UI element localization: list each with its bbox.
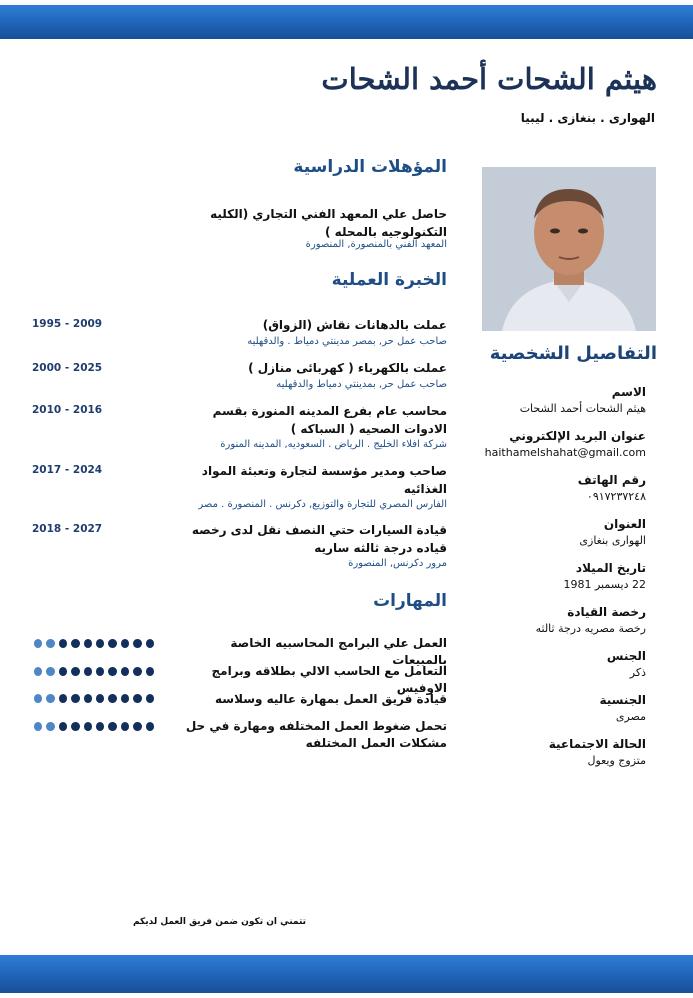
education-title: حاصل علي المعهد الفني التجاري (الكليه التكنولوجيه بالمحله ) [210, 207, 447, 239]
detail-label: رقم الهاتف [577, 473, 646, 487]
rating-dot [108, 722, 116, 731]
detail-value: متزوج ويعول [587, 754, 646, 767]
rating-dot [96, 667, 104, 676]
detail-value: ذكر [629, 666, 646, 679]
rating-dot [59, 639, 67, 648]
skill-label: العمل علي البرامج المحاسبيه الخاصة بالمبيعات [230, 636, 447, 667]
rating-dot [84, 722, 92, 731]
rating-dot [34, 694, 42, 703]
rating-dot [59, 722, 67, 731]
rating-dot [146, 639, 154, 648]
detail-value: الهوارى بنغازى [579, 534, 646, 547]
experience-heading: الخبرة العملية [331, 270, 447, 290]
phone-value: ٠٩١٧٢٣٧٢٤٨ [586, 490, 646, 503]
experience-years: 2010 - 2016 [32, 404, 103, 416]
experience-company: مرور دكرنس, المنصورة [348, 558, 447, 569]
experience-title: عملت بالكهرباء ( كهربائى منازل ) [248, 361, 447, 375]
experience-company: شركة افلاء الخليج . الرياض . السعوديه, المدينه المنورة [220, 439, 447, 450]
experience-years: 1995 - 2009 [32, 318, 103, 330]
experience-company: صاحب عمل حر, بمدينتي دمياط والدقهليه [276, 379, 447, 390]
experience-title: قيادة السيارات حتي النصف نقل لدى رخصه قياده درجة ثالثه ساريه [191, 523, 447, 555]
detail-label: عنوان البريد الإلكتروني [509, 429, 646, 443]
rating-dot [146, 722, 154, 731]
detail-value: رخصة مصريه درجة ثالثه [535, 622, 646, 635]
experience-company: صاحب عمل حر, بمصر مدينتي دمياط . والدقهليه [247, 336, 447, 347]
rating-dot [121, 639, 129, 648]
skill-rating [34, 667, 154, 679]
rating-dot [108, 639, 116, 648]
rating-dot [71, 694, 79, 703]
email-value: haithamelshahat@gmail.com [484, 446, 646, 459]
rating-dot [121, 694, 129, 703]
rating-dot [133, 667, 141, 676]
profile-photo [482, 167, 656, 331]
rating-dot [108, 667, 116, 676]
detail-label: الحالة الاجتماعية [548, 737, 646, 751]
detail-value: هيثم الشحات أحمد الشحات [519, 402, 646, 415]
rating-dot [133, 639, 141, 648]
skill-label: تحمل ضغوط العمل المختلفه ومهارة في حل مشكلات العمل المختلفه [185, 719, 447, 750]
experience-title: محاسب عام بفرع المدينه المنورة بقسم الادوات الصحيه ( السباكه ) [212, 404, 447, 436]
experience-years: 2018 - 2027 [32, 523, 103, 535]
experience-title: عملت بالدهانات نقاش (الزواق) [262, 318, 447, 332]
rating-dot [34, 667, 42, 676]
rating-dot [146, 667, 154, 676]
personal-heading: التفاصيل الشخصية [489, 343, 657, 364]
detail-label: تاريخ الميلاد [575, 561, 646, 575]
rating-dot [121, 722, 129, 731]
rating-dot [133, 694, 141, 703]
experience-company: الفارس المصري للتجارة والتوزيع, دكرنس . المنصورة . مصر [198, 499, 447, 510]
rating-dot [108, 694, 116, 703]
skill-rating [34, 722, 154, 734]
rating-dot [96, 639, 104, 648]
rating-dot [146, 694, 154, 703]
education-institution: المعهد الفني بالمنصورة, المنصورة [305, 239, 447, 250]
education-heading: المؤهلات الدراسية [293, 157, 447, 177]
rating-dot [34, 722, 42, 731]
rating-dot [133, 722, 141, 731]
rating-dot [96, 694, 104, 703]
rating-dot [96, 722, 104, 731]
rating-dot [34, 639, 42, 648]
detail-value: 22 ديسمبر 1981 [563, 578, 646, 591]
rating-dot [121, 667, 129, 676]
experience-title: صاحب ومدير مؤسسة لتجارة وتعبئة المواد الغذائيه [201, 464, 447, 496]
skill-label: التعامل مع الحاسب الالي بطلاقه وبرامج الاوفيس [211, 664, 447, 695]
rating-dot [71, 722, 79, 731]
top-banner [0, 5, 693, 39]
detail-label: العنوان [603, 517, 646, 531]
rating-dot [59, 667, 67, 676]
rating-dot [71, 639, 79, 648]
detail-value: مصرى [615, 710, 646, 723]
experience-years: 2017 - 2024 [32, 464, 103, 476]
detail-label: الجنس [606, 649, 646, 663]
skill-rating [34, 639, 154, 651]
rating-dot [46, 694, 54, 703]
skill-rating [34, 694, 154, 706]
rating-dot [46, 722, 54, 731]
person-portrait-icon [482, 167, 656, 331]
skills-heading: المهارات [373, 591, 447, 611]
experience-years: 2000 - 2025 [32, 362, 103, 374]
rating-dot [84, 694, 92, 703]
detail-label: الاسم [611, 385, 646, 399]
rating-dot [59, 694, 67, 703]
page-title: هيثم الشحات أحمد الشحات [321, 62, 657, 96]
rating-dot [84, 667, 92, 676]
rating-dot [84, 639, 92, 648]
detail-label: الجنسية [599, 693, 646, 707]
detail-label: رخصة القيادة [567, 605, 646, 619]
rating-dot [71, 667, 79, 676]
rating-dot [46, 639, 54, 648]
location-subtitle: الهوارى . بنغازى . ليبيا [520, 111, 655, 125]
skill-label: قيادة فريق العمل بمهارة عاليه وسلاسه [215, 692, 447, 706]
bottom-banner [0, 955, 693, 993]
rating-dot [46, 667, 54, 676]
footer-note: تتمني ان تكون ضمن فريق العمل لديكم [132, 917, 306, 927]
